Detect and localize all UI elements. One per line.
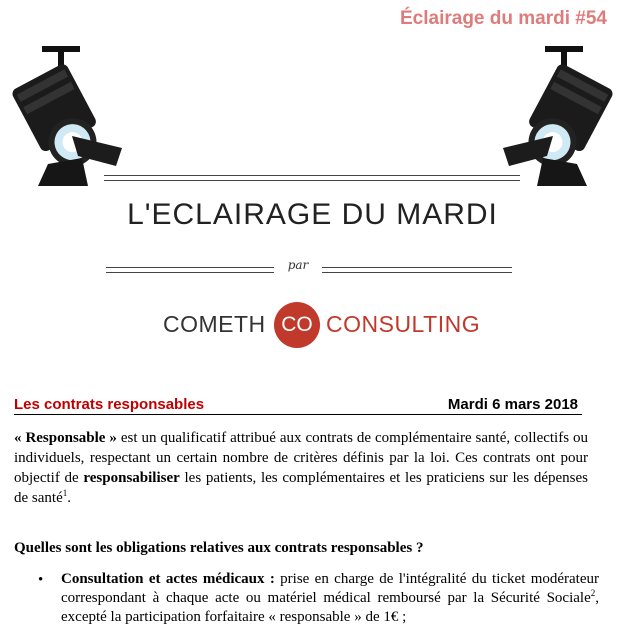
par-divider-left — [106, 267, 274, 273]
intro-end: . — [67, 490, 71, 506]
intro-text-1: est un qualificatif attribué aux contrats de complémentaire santé, collectifs ou individuels, respectant un certain nombre de critères définis par la loi. Ces contrats ont pour objectif de — [14, 430, 588, 486]
bullet-marker: • — [38, 572, 44, 588]
bullet-text-2: , excepté la participation forfaitaire « responsable » de 1€ ; — [61, 590, 599, 625]
footnote-ref-1[interactable]: 1 — [62, 488, 68, 498]
par-label: par — [287, 258, 309, 272]
brand-name-left: COMETH — [163, 311, 266, 337]
masthead-title: L'ECLAIRAGE DU MARDI — [127, 198, 498, 231]
issue-label: Éclairage du mardi #54 — [400, 8, 607, 29]
spotlight-icon — [497, 40, 617, 190]
intro-bold-word: responsabiliser — [83, 470, 180, 486]
brand-name-right: CONSULTING — [326, 311, 481, 337]
article-date: Mardi 6 mars 2018 — [447, 396, 578, 413]
spotlight-icon — [8, 40, 128, 190]
section-question: Quelles sont les obligations relatives aux contrats responsables ? — [14, 540, 424, 556]
list-item — [61, 570, 599, 627]
masthead-divider-top — [104, 175, 520, 181]
intro-paragraph — [14, 428, 588, 508]
intro-text-2: les patients, les complémentaires et les praticiens sur les dépenses de santé — [14, 470, 588, 506]
bullet-label: Consultation et actes médicaux : — [61, 571, 275, 587]
intro-term: « Responsable » — [14, 430, 117, 446]
bullet-text-1: prise en charge de l'intégralité du ticket modérateur correspondant à chaque acte ou matériel médical remboursé par la Sécurité Sociale — [61, 571, 600, 606]
footnote-ref-2[interactable]: 2 — [590, 588, 596, 598]
par-divider-right — [322, 267, 512, 273]
brand-logo-circle: CO — [274, 302, 320, 348]
article-header — [14, 396, 582, 415]
article-title: Les contrats responsables — [14, 396, 205, 413]
